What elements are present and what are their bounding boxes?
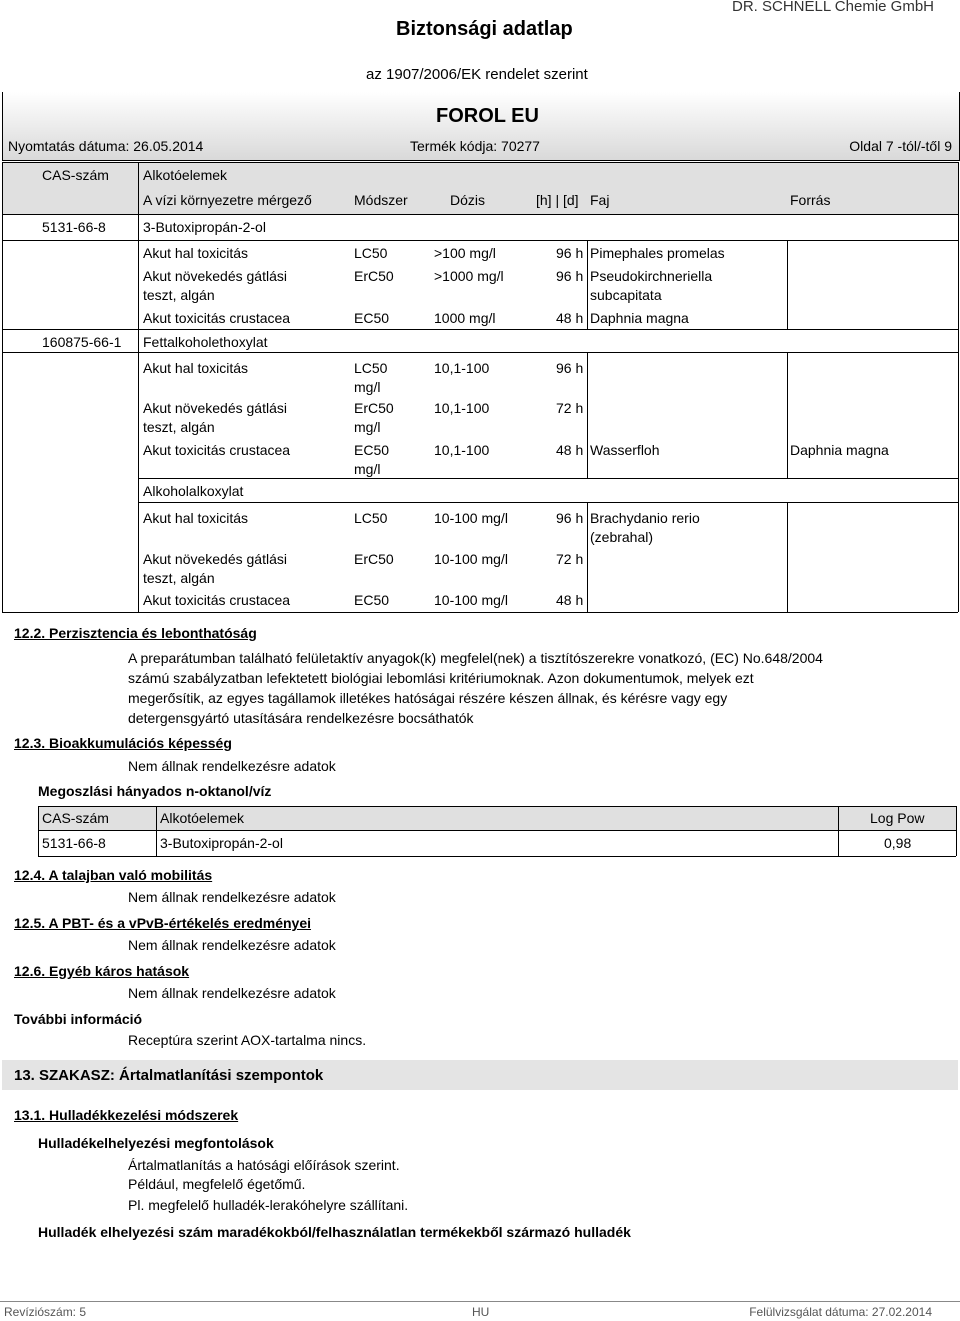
log-pow-value: 0,98 bbox=[884, 835, 912, 851]
test-type: teszt, algán bbox=[143, 570, 215, 586]
species: Wasserfloh bbox=[590, 442, 660, 458]
method: ErC50 bbox=[354, 400, 394, 416]
further-info-text: Receptúra szerint AOX-tartalma nincs. bbox=[128, 1032, 367, 1048]
test-type: Akut toxicitás crustacea bbox=[143, 592, 291, 608]
method: ErC50 bbox=[354, 268, 394, 284]
exposure-time: 96 h bbox=[556, 510, 584, 526]
method: LC50 bbox=[354, 510, 388, 526]
company-name: DR. SCHNELL Chemie GmbH bbox=[732, 0, 934, 15]
disposal-heading: Hulladékelhelyezési megfontolások bbox=[38, 1135, 274, 1151]
cas-number: 160875-66-1 bbox=[42, 334, 122, 350]
method: ErC50 bbox=[354, 551, 394, 567]
disposal-line: Például, megfelelő égetőmű. bbox=[128, 1176, 306, 1192]
col-header-component: Alkotóelemek bbox=[143, 167, 228, 183]
table-rule bbox=[956, 806, 957, 856]
footer-divider bbox=[0, 1301, 960, 1302]
exposure-time: 96 h bbox=[556, 245, 584, 261]
section-12-3-text: Nem állnak rendelkezésre adatok bbox=[128, 758, 336, 774]
section-13-title: 13. SZAKASZ: Ártalmatlanítási szempontok bbox=[14, 1067, 324, 1084]
source: Daphnia magna bbox=[790, 442, 889, 458]
method: EC50 bbox=[354, 442, 390, 458]
method: LC50 bbox=[354, 360, 388, 376]
method: EC50 bbox=[354, 310, 390, 326]
col-header-cas: CAS-szám bbox=[42, 167, 109, 183]
section-12-2-text: A preparátumban található felületaktív anyagok(k) megfelel(nek) a tisztítószerekre vonatkozó, (EC) No.648/2004 számú szabályzatban lefektetett biológiai lebomlási kritériumoknak. Azon dokumentumok, melyek ezt megerősítik, az egyes tagállamok illetékes hatóságai részére készen állnak, és kérésre vagy egy detergensgyártó utasítására rendelkezésre bocsáthatók bbox=[128, 650, 823, 726]
exposure-time: 48 h bbox=[556, 442, 584, 458]
table-rule bbox=[2, 162, 3, 612]
table-rule bbox=[787, 352, 788, 478]
partition-coefficient-heading: Megoszlási hányados n-oktanol/víz bbox=[38, 783, 272, 799]
dose: >1000 mg/l bbox=[434, 268, 504, 284]
method: EC50 bbox=[354, 592, 390, 608]
table-rule bbox=[38, 856, 956, 857]
disposal-line: Ártalmatlanítás a hatósági előírások szerint. bbox=[128, 1157, 400, 1173]
dose: 1000 mg/l bbox=[434, 310, 496, 326]
exposure-time: 72 h bbox=[556, 400, 584, 416]
section-12-6-text: Nem állnak rendelkezésre adatok bbox=[128, 985, 336, 1001]
table-rule bbox=[958, 162, 959, 612]
method-unit: mg/l bbox=[354, 419, 381, 435]
section-12-6-heading: 12.6. Egyéb káros hatások bbox=[14, 963, 190, 979]
revision-number: Revíziószám: 5 bbox=[4, 1305, 87, 1319]
waste-code-heading: Hulladék elhelyezési szám maradékokból/felhasználatlan termékekből származó hulladék bbox=[38, 1224, 631, 1240]
test-type: Akut növekedés gátlási bbox=[143, 551, 287, 567]
table-rule bbox=[138, 162, 139, 612]
section-12-2-heading: 12.2. Perzisztencia és lebonthatóság bbox=[14, 625, 257, 641]
cas-number: 5131-66-8 bbox=[42, 835, 106, 851]
section-12-4-heading: 12.4. A talajban való mobilitás bbox=[14, 867, 213, 883]
test-type: teszt, algán bbox=[143, 287, 215, 303]
table-rule bbox=[156, 806, 157, 856]
species: Pseudokirchneriella bbox=[590, 268, 713, 284]
table-rule bbox=[138, 502, 958, 503]
cas-number: 5131-66-8 bbox=[42, 219, 106, 235]
product-name: FOROL EU bbox=[436, 105, 539, 127]
col-header-dose: Dózis bbox=[450, 192, 486, 208]
dose: >100 mg/l bbox=[434, 245, 496, 261]
exposure-time: 48 h bbox=[556, 592, 584, 608]
col-header-method: Módszer bbox=[354, 192, 408, 208]
table-rule bbox=[138, 478, 958, 479]
table-rule bbox=[38, 806, 39, 856]
print-date: Nyomtatás dátuma: 26.05.2014 bbox=[8, 138, 204, 154]
page-number: Oldal 7 -tól/-től 9 bbox=[849, 138, 952, 154]
species: Brachydanio rerio bbox=[590, 510, 700, 526]
dose: 10-100 mg/l bbox=[434, 551, 508, 567]
table-rule bbox=[587, 240, 588, 329]
test-type: Akut toxicitás crustacea bbox=[143, 310, 291, 326]
method: LC50 bbox=[354, 245, 388, 261]
col-header-log-pow: Log Pow bbox=[870, 810, 925, 826]
section-12-3-heading: 12.3. Bioakkumulációs képesség bbox=[14, 735, 232, 751]
table-rule bbox=[2, 162, 958, 163]
language-code: HU bbox=[472, 1305, 490, 1319]
document-title: Biztonsági adatlap bbox=[396, 18, 573, 40]
regulation-text: az 1907/2006/EK rendelet szerint bbox=[366, 66, 588, 83]
table-rule bbox=[38, 830, 956, 831]
table-rule bbox=[838, 806, 839, 856]
exposure-time: 48 h bbox=[556, 310, 584, 326]
species: Daphnia magna bbox=[590, 310, 689, 326]
dose: 10-100 mg/l bbox=[434, 592, 508, 608]
table-rule bbox=[38, 806, 956, 807]
exposure-time: 96 h bbox=[556, 360, 584, 376]
table-rule bbox=[2, 612, 958, 613]
test-type: Akut hal toxicitás bbox=[143, 510, 249, 526]
section-12-5-heading: 12.5. A PBT- és a vPvB-értékelés eredményei bbox=[14, 915, 312, 931]
method-unit: mg/l bbox=[354, 379, 381, 395]
dose: 10,1-100 bbox=[434, 360, 490, 376]
exposure-time: 96 h bbox=[556, 268, 584, 284]
disposal-line: Pl. megfelelő hulladék-lerakóhelyre szállítani. bbox=[128, 1197, 409, 1213]
dose: 10,1-100 bbox=[434, 442, 490, 458]
test-type: Akut toxicitás crustacea bbox=[143, 442, 291, 458]
table-rule bbox=[587, 352, 588, 478]
test-type: teszt, algán bbox=[143, 419, 215, 435]
dose: 10-100 mg/l bbox=[434, 510, 508, 526]
col-header-time: [h] | [d] bbox=[536, 192, 579, 208]
col-header-cas: CAS-szám bbox=[42, 810, 109, 826]
table-rule bbox=[787, 502, 788, 612]
component-name: Alkoholalkoxylat bbox=[143, 483, 244, 499]
species: Pimephales promelas bbox=[590, 245, 725, 261]
review-date: Felülvizsgálat dátuma: 27.02.2014 bbox=[749, 1305, 932, 1319]
table-rule bbox=[2, 352, 958, 353]
col-header-source: Forrás bbox=[790, 192, 831, 208]
col-header-component: Alkotóelemek bbox=[160, 810, 245, 826]
col-header-aquatic: A vízi környezetre mérgező bbox=[143, 192, 312, 208]
table-rule bbox=[587, 502, 588, 612]
col-header-species: Faj bbox=[590, 192, 610, 208]
table-rule bbox=[2, 214, 958, 215]
component-name: Fettalkoholethoxylat bbox=[143, 334, 268, 350]
test-type: Akut növekedés gátlási bbox=[143, 268, 287, 284]
test-type: Akut hal toxicitás bbox=[143, 245, 249, 261]
component-name: 3-Butoxipropán-2-ol bbox=[143, 219, 266, 235]
test-type: Akut hal toxicitás bbox=[143, 360, 249, 376]
table-rule bbox=[787, 240, 788, 329]
table-rule bbox=[2, 329, 958, 330]
product-code: Termék kódja: 70277 bbox=[410, 138, 540, 154]
table-rule bbox=[2, 240, 958, 241]
exposure-time: 72 h bbox=[556, 551, 584, 567]
section-12-4-text: Nem állnak rendelkezésre adatok bbox=[128, 889, 336, 905]
component-name: 3-Butoxipropán-2-ol bbox=[160, 835, 283, 851]
species: subcapitata bbox=[590, 287, 662, 303]
species: (zebrahal) bbox=[590, 529, 654, 545]
section-12-5-text: Nem állnak rendelkezésre adatok bbox=[128, 937, 336, 953]
section-13-1-heading: 13.1. Hulladékkezelési módszerek bbox=[14, 1107, 239, 1123]
method-unit: mg/l bbox=[354, 461, 381, 477]
further-info-heading: További információ bbox=[14, 1011, 143, 1027]
test-type: Akut növekedés gátlási bbox=[143, 400, 287, 416]
dose: 10,1-100 bbox=[434, 400, 490, 416]
